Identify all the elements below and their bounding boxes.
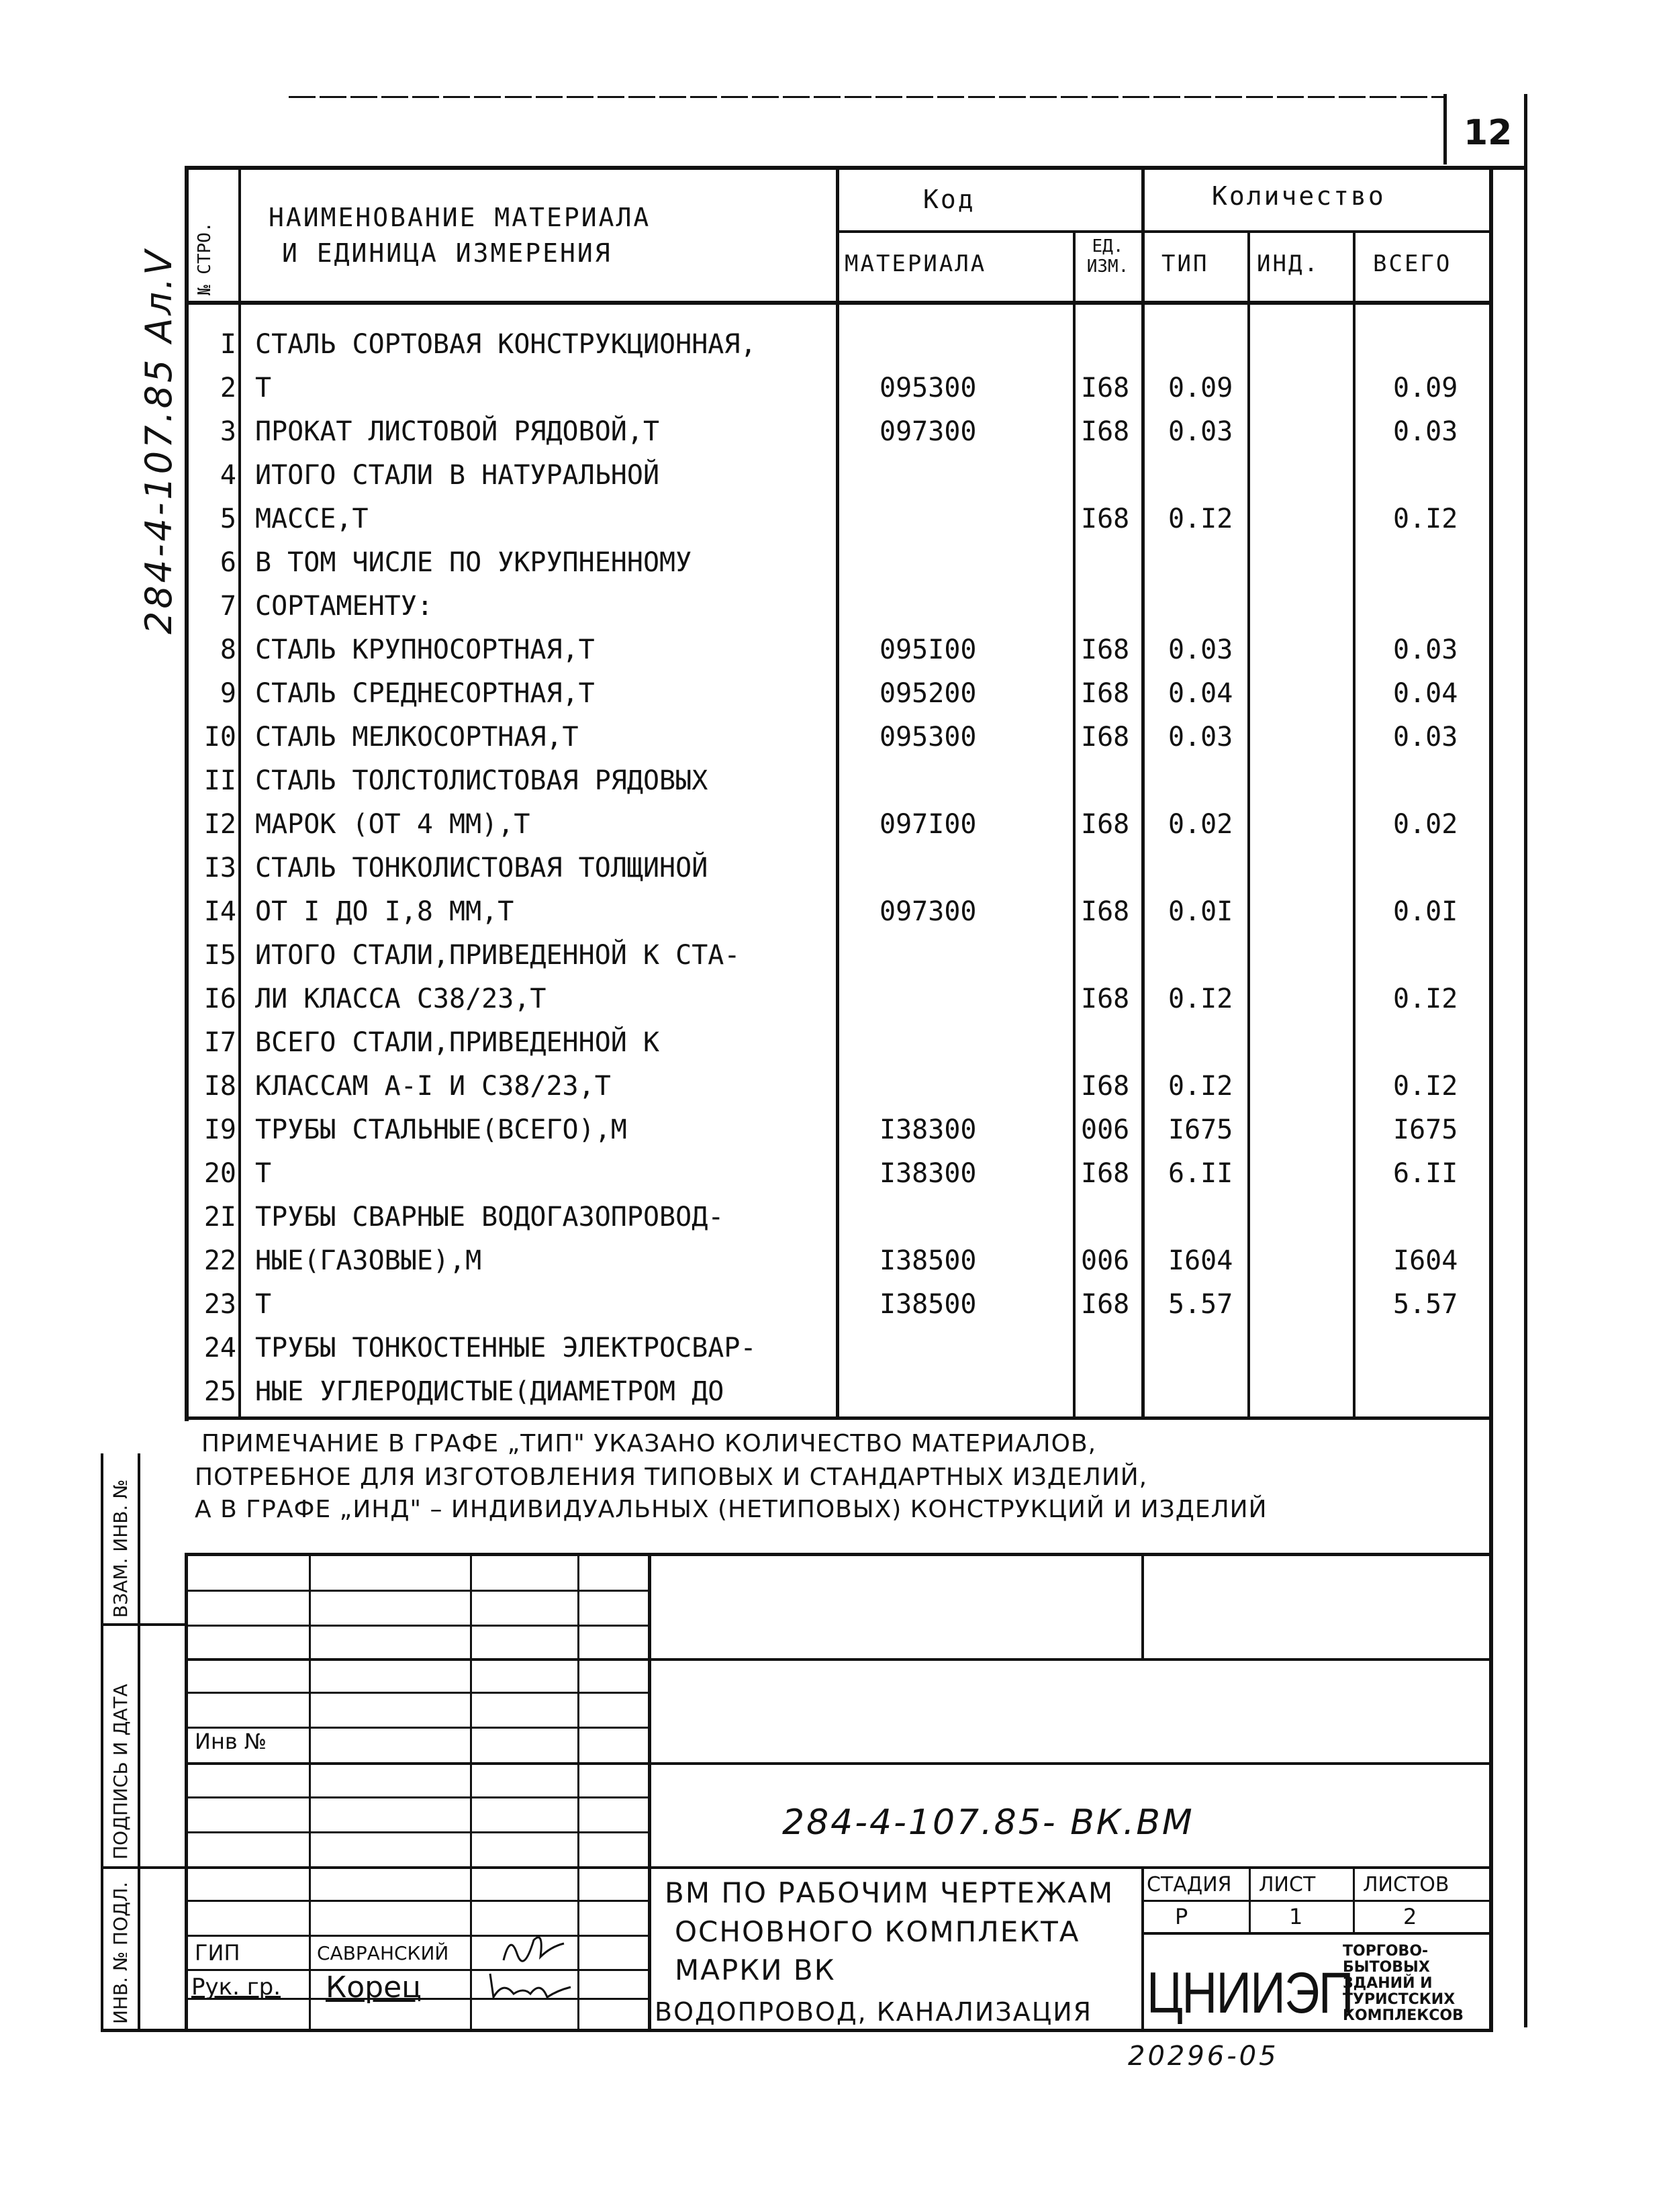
row-name: СТАЛЬ ТОНКОЛИСТОВАЯ ТОЛЩИНОЙ xyxy=(255,853,708,883)
tb-left-outer xyxy=(101,1453,103,2031)
org-desc-line: КОМПЛЕКСОВ xyxy=(1343,2007,1464,2024)
row-unit: 006 xyxy=(1081,1114,1130,1145)
row-name: МАРОК (ОТ 4 ММ),Т xyxy=(255,809,530,840)
row-total: 0.02 xyxy=(1393,809,1458,840)
row-number: I2 xyxy=(203,809,236,840)
row-name: ТРУБЫ СТАЛЬНЫЕ(ВСЕГО),М xyxy=(255,1114,627,1145)
row-material-code: 095I00 xyxy=(879,634,977,665)
name-gip: САВРАНСКИЙ xyxy=(317,1942,449,1964)
col-div-rowno xyxy=(238,168,241,1416)
stage-value: Р xyxy=(1175,1904,1188,1929)
side-sep-2 xyxy=(101,1866,188,1869)
row-number: 8 xyxy=(220,634,236,665)
row-name: НЫЕ УГЛЕРОДИСТЫЕ(ДИАМЕТРОМ ДО xyxy=(255,1376,724,1407)
grid-h-3 xyxy=(185,1658,1493,1661)
grid-h-10 xyxy=(185,1900,650,1902)
row-name: КЛАССАМ А-I И С38/23,Т xyxy=(255,1071,611,1102)
row-typ: 0.0I xyxy=(1168,896,1233,927)
org-desc-line: ТОРГОВО- xyxy=(1343,1943,1429,1960)
row-name: МАССЕ,Т xyxy=(255,503,369,534)
org-description xyxy=(1343,1943,1464,2024)
row-number: 7 xyxy=(220,591,236,622)
grid-h-7 xyxy=(185,1796,650,1798)
row-number: I xyxy=(220,329,236,360)
grid-h-6 xyxy=(185,1762,1493,1765)
row-typ: 0.I2 xyxy=(1168,1071,1233,1102)
header-code: Код xyxy=(923,185,976,214)
row-typ: 0.I2 xyxy=(1168,503,1233,534)
stage-label: СТАДИЯ xyxy=(1147,1873,1232,1896)
row-unit: I68 xyxy=(1081,373,1130,403)
header-material: МАТЕРИАЛА xyxy=(845,250,987,277)
org-name: ЦНИИЭП xyxy=(1147,1961,1353,2025)
row-total: 6.II xyxy=(1393,1158,1458,1189)
row-number: 6 xyxy=(220,547,236,578)
row-total: 0.03 xyxy=(1393,416,1458,447)
inv-no-label: Инв № xyxy=(195,1729,267,1754)
row-number: I3 xyxy=(203,853,236,883)
row-typ: 0.04 xyxy=(1168,678,1233,709)
stage-h-2 xyxy=(1141,1932,1493,1935)
side-label-inv: ИНВ. № ПОДЛ. xyxy=(109,1882,132,2024)
doc-code: 284-4-107.85- ВК.ВМ xyxy=(782,1802,1194,1843)
row-name: ТРУБЫ СВАРНЫЕ ВОДОГАЗОПРОВОД- xyxy=(255,1202,724,1233)
row-total: I604 xyxy=(1393,1245,1458,1276)
row-number: I6 xyxy=(203,983,236,1014)
row-total: I675 xyxy=(1393,1114,1458,1145)
row-number: I0 xyxy=(203,722,236,753)
note-top-line xyxy=(185,1416,1493,1420)
grid-h-8 xyxy=(185,1831,650,1833)
sheet-value: 1 xyxy=(1289,1904,1303,1929)
row-name: В ТОМ ЧИСЛЕ ПО УКРУПНЕННОМУ xyxy=(255,547,692,578)
row-unit: I68 xyxy=(1081,634,1130,665)
row-total: 0.04 xyxy=(1393,678,1458,709)
row-number: I9 xyxy=(203,1114,236,1145)
note-line2: ПОТРЕБНОЕ ДЛЯ ИЗГОТОВЛЕНИЯ ТИПОВЫХ И СТАНДАРТНЫХ ИЗДЕЛИЙ, xyxy=(195,1463,1148,1491)
side-doc-code: 284-4-107.85 Ал.V xyxy=(138,247,180,634)
row-name: ТРУБЫ ТОНКОСТЕННЫЕ ЭЛЕКТРОСВАР- xyxy=(255,1333,757,1363)
sheet-label: ЛИСТ xyxy=(1259,1873,1316,1896)
row-name: Т xyxy=(255,1158,272,1189)
role-gip: ГИП xyxy=(195,1940,240,1966)
row-total: 5.57 xyxy=(1393,1289,1458,1320)
row-typ: 6.II xyxy=(1168,1158,1233,1189)
row-total: 0.I2 xyxy=(1393,1071,1458,1102)
header-mid-line xyxy=(838,230,1493,233)
row-typ: 0.02 xyxy=(1168,809,1233,840)
row-number: 4 xyxy=(220,460,236,491)
row-unit: I68 xyxy=(1081,503,1130,534)
title-line4: ВОДОПРОВОД, КАНАЛИЗАЦИЯ xyxy=(655,1997,1093,2027)
row-material-code: 097I00 xyxy=(879,809,977,840)
row-name: СТАЛЬ ТОЛСТОЛИСТОВАЯ РЯДОВЫХ xyxy=(255,765,708,796)
row-number: I8 xyxy=(203,1071,236,1102)
title-line3: МАРКИ ВК xyxy=(675,1954,836,1986)
row-material-code: 097300 xyxy=(879,416,977,447)
row-material-code: I38300 xyxy=(879,1114,977,1145)
row-total: 0.0I xyxy=(1393,896,1458,927)
row-number: I7 xyxy=(203,1027,236,1058)
sheets-value: 2 xyxy=(1403,1904,1417,1929)
table-left-border xyxy=(185,166,189,1421)
side-label-podpis: ПОДПИСЬ И ДАТА xyxy=(109,1684,132,1860)
row-name: СТАЛЬ СОРТОВАЯ КОНСТРУКЦИОННАЯ, xyxy=(255,329,757,360)
grid-h-1 xyxy=(185,1590,650,1592)
row-unit: I68 xyxy=(1081,896,1130,927)
row-material-code: 095200 xyxy=(879,678,977,709)
row-name: Т xyxy=(255,1289,272,1320)
row-name: ЛИ КЛАССА С38/23,Т xyxy=(255,983,546,1014)
signature-1 xyxy=(497,1927,577,1967)
row-name: ИТОГО СТАЛИ В НАТУРАЛЬНОЙ xyxy=(255,460,660,491)
col-div-unit xyxy=(1141,168,1145,1416)
row-total: 0.I2 xyxy=(1393,503,1458,534)
title-line2: ОСНОВНОГО КОМПЛЕКТА xyxy=(675,1915,1080,1948)
tb-top-line xyxy=(185,1553,1493,1556)
grid-h-2 xyxy=(185,1625,650,1627)
sheet-number-box-left xyxy=(1443,94,1447,164)
row-number: II xyxy=(203,765,236,796)
row-total: 0.03 xyxy=(1393,722,1458,753)
title-line1: ВМ ПО РАБОЧИМ ЧЕРТЕЖАМ xyxy=(665,1876,1114,1909)
header-quantity: Количество xyxy=(1212,181,1386,211)
table-right-border xyxy=(1489,166,1493,2032)
row-number: 25 xyxy=(203,1376,236,1407)
row-material-code: 095300 xyxy=(879,373,977,403)
name-korec: Корец xyxy=(326,1970,422,2005)
row-name: Т xyxy=(255,373,272,403)
row-material-code: I38500 xyxy=(879,1245,977,1276)
sheet-number: 12 xyxy=(1464,113,1513,153)
col-div-typ xyxy=(1247,232,1250,1416)
signature-2 xyxy=(483,1967,577,2007)
row-typ: 0.03 xyxy=(1168,416,1233,447)
row-number: 9 xyxy=(220,678,236,709)
row-material-code: I38500 xyxy=(879,1289,977,1320)
col-div-name xyxy=(836,168,839,1416)
row-name: СТАЛЬ МЕЛКОСОРТНАЯ,Т xyxy=(255,722,579,753)
row-name: ОТ I ДО I,8 ММ,Т xyxy=(255,896,514,927)
row-unit: I68 xyxy=(1081,1071,1130,1102)
row-unit: I68 xyxy=(1081,1158,1130,1189)
stage-h-1 xyxy=(1141,1900,1493,1902)
tb-left-inner xyxy=(138,1453,140,2031)
side-label-vzam: ВЗАМ. ИНВ. № xyxy=(109,1479,132,1618)
row-typ: I675 xyxy=(1168,1114,1233,1145)
grid-h-4 xyxy=(185,1692,650,1694)
header-total: ВСЕГО xyxy=(1373,250,1452,277)
note-line1: ПРИМЕЧАНИЕ В ГРАФЕ „ТИП" УКАЗАНО КОЛИЧЕСТВО МАТЕРИАЛОВ, xyxy=(201,1430,1097,1457)
row-material-code: I38300 xyxy=(879,1158,977,1189)
row-total: 0.09 xyxy=(1393,373,1458,403)
grid-h-11 xyxy=(185,1935,650,1937)
row-name: ВСЕГО СТАЛИ,ПРИВЕДЕННОЙ К xyxy=(255,1027,660,1058)
row-number: I4 xyxy=(203,896,236,927)
stage-box-left xyxy=(1141,1866,1144,2031)
header-row-no: № СТРО. xyxy=(195,222,215,295)
header-unit: ЕД. ИЗМ. xyxy=(1086,236,1129,277)
grid-h-9 xyxy=(185,1866,1493,1869)
row-name: СОРТАМЕНТУ: xyxy=(255,591,433,622)
row-typ: 5.57 xyxy=(1168,1289,1233,1320)
row-unit: 006 xyxy=(1081,1245,1130,1276)
org-desc-line: БЫТОВЫХ xyxy=(1343,1959,1430,1976)
row-typ: 0.I2 xyxy=(1168,983,1233,1014)
row-unit: I68 xyxy=(1081,416,1130,447)
role-ruk: Рук. гр. xyxy=(191,1974,281,2001)
col-div-material xyxy=(1073,232,1076,1416)
table-top-border xyxy=(185,166,1527,170)
row-material-code: 097300 xyxy=(879,896,977,927)
row-typ: I604 xyxy=(1168,1245,1233,1276)
tb-div-right-top xyxy=(1141,1553,1144,1660)
row-typ: 0.03 xyxy=(1168,634,1233,665)
footer-stamp: 20296-05 xyxy=(1128,2041,1279,2072)
top-dashed-border xyxy=(289,96,1447,98)
row-typ: 0.03 xyxy=(1168,722,1233,753)
row-number: 23 xyxy=(203,1289,236,1320)
row-number: 2I xyxy=(203,1202,236,1233)
row-unit: I68 xyxy=(1081,809,1130,840)
row-unit: I68 xyxy=(1081,983,1130,1014)
row-unit: I68 xyxy=(1081,678,1130,709)
row-material-code: 095300 xyxy=(879,722,977,753)
note-line3: А В ГРАФЕ „ИНД" – ИНДИВИДУАЛЬНЫХ (НЕТИПОВЫХ) КОНСТРУКЦИЙ И ИЗДЕЛИЙ xyxy=(195,1496,1268,1523)
row-number: 20 xyxy=(203,1158,236,1189)
org-desc-line: ЗДАНИЙ И xyxy=(1343,1975,1433,1992)
row-number: 2 xyxy=(220,373,236,403)
sheet-number-box-right xyxy=(1524,94,1527,2027)
header-ind: ИНД. xyxy=(1257,250,1320,277)
col-div-ind xyxy=(1353,232,1355,1416)
row-unit: I68 xyxy=(1081,722,1130,753)
sheets-label: ЛИСТОВ xyxy=(1363,1873,1449,1896)
row-unit: I68 xyxy=(1081,1289,1130,1320)
row-total: 0.03 xyxy=(1393,634,1458,665)
side-sep-1 xyxy=(101,1623,188,1626)
row-number: I5 xyxy=(203,940,236,971)
header-name-line2: И ЕДИНИЦА ИЗМЕРЕНИЯ xyxy=(282,238,612,268)
row-number: 24 xyxy=(203,1333,236,1363)
header-typ: ТИП xyxy=(1161,250,1209,277)
row-name: ИТОГО СТАЛИ,ПРИВЕДЕННОЙ К СТА- xyxy=(255,940,741,971)
row-total: 0.I2 xyxy=(1393,983,1458,1014)
row-name: ПРОКАТ ЛИСТОВОЙ РЯДОВОЙ,Т xyxy=(255,416,660,447)
row-number: 5 xyxy=(220,503,236,534)
row-name: СТАЛЬ СРЕДНЕСОРТНАЯ,Т xyxy=(255,678,595,709)
row-typ: 0.09 xyxy=(1168,373,1233,403)
row-name: НЫЕ(ГАЗОВЫЕ),М xyxy=(255,1245,482,1276)
org-desc-line: ТУРИСТСКИХ xyxy=(1343,1991,1456,2008)
row-number: 22 xyxy=(203,1245,236,1276)
row-name: СТАЛЬ КРУПНОСОРТНАЯ,Т xyxy=(255,634,595,665)
header-name-line1: НАИМЕНОВАНИЕ МАТЕРИАЛА xyxy=(269,203,651,232)
row-number: 3 xyxy=(220,416,236,447)
